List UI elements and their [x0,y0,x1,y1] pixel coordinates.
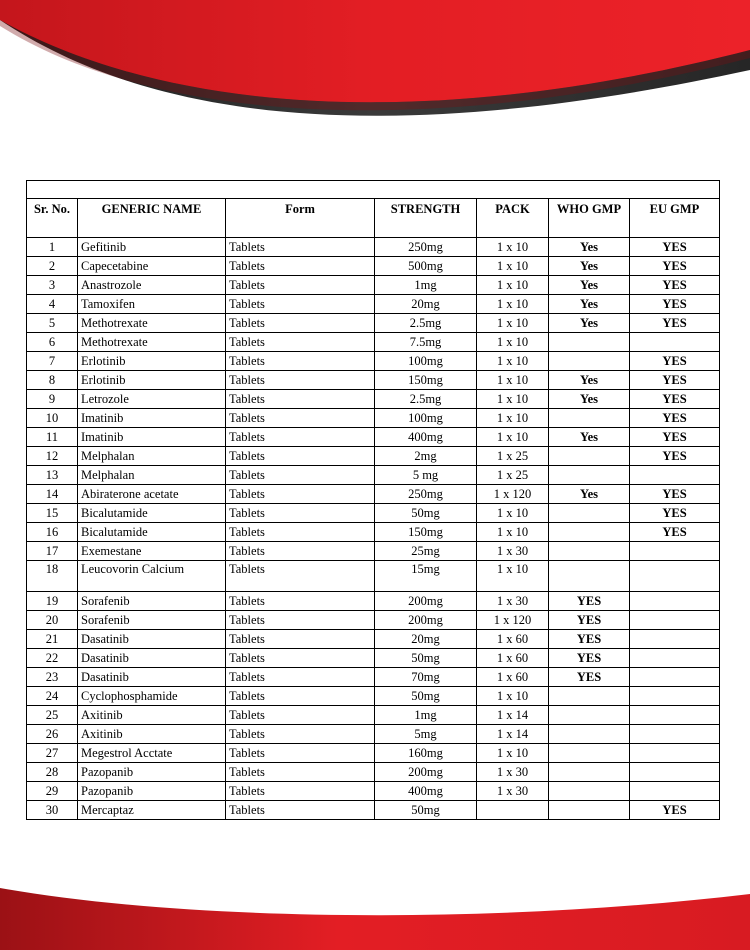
cell-strength: 50mg [375,801,477,820]
cell-sr-no: 23 [27,668,78,687]
cell-strength: 200mg [375,611,477,630]
cell-who-gmp [549,523,630,542]
cell-eu-gmp [630,630,720,649]
cell-strength: 2.5mg [375,314,477,333]
cell-sr-no: 6 [27,333,78,352]
cell-eu-gmp: YES [630,238,720,257]
cell-form: Tablets [226,352,375,371]
cell-eu-gmp [630,668,720,687]
cell-eu-gmp: YES [630,801,720,820]
cell-pack: 1 x 10 [477,504,549,523]
table-row [27,504,720,523]
cell-strength: 500mg [375,257,477,276]
product-table [26,180,720,820]
cell-generic-name: Leucovorin Calcium [78,561,226,592]
cell-sr-no: 14 [27,485,78,504]
cell-pack: 1 x 10 [477,409,549,428]
cell-form: Tablets [226,466,375,485]
cell-pack: 1 x 30 [477,592,549,611]
cell-who-gmp [549,352,630,371]
table-row [27,428,720,447]
cell-who-gmp [549,504,630,523]
cell-form: Tablets [226,314,375,333]
cell-pack: 1 x 10 [477,744,549,763]
cell-who-gmp [549,447,630,466]
cell-eu-gmp [630,706,720,725]
cell-generic-name: Letrozole [78,390,226,409]
cell-pack: 1 x 10 [477,561,549,592]
table-row [27,352,720,371]
cell-strength: 50mg [375,504,477,523]
cell-form: Tablets [226,485,375,504]
cell-generic-name: Pazopanib [78,782,226,801]
cell-pack: 1 x 10 [477,687,549,706]
cell-who-gmp [549,333,630,352]
cell-eu-gmp: YES [630,371,720,390]
cell-sr-no: 26 [27,725,78,744]
cell-who-gmp: Yes [549,428,630,447]
table-header-row [27,199,720,238]
cell-generic-name: Erlotinib [78,371,226,390]
cell-form: Tablets [226,542,375,561]
table-row [27,485,720,504]
cell-generic-name: Mercaptaz [78,801,226,820]
cell-pack: 1 x 14 [477,725,549,744]
cell-who-gmp [549,763,630,782]
cell-sr-no: 1 [27,238,78,257]
cell-sr-no: 7 [27,352,78,371]
cell-eu-gmp: YES [630,409,720,428]
cell-strength: 1mg [375,706,477,725]
table-row [27,295,720,314]
cell-form: Tablets [226,371,375,390]
cell-eu-gmp [630,687,720,706]
cell-who-gmp: YES [549,630,630,649]
cell-generic-name: Axitinib [78,706,226,725]
header-strength: STRENGTH [375,199,477,238]
cell-generic-name: Dasatinib [78,649,226,668]
cell-strength: 7.5mg [375,333,477,352]
table-row [27,447,720,466]
table-row [27,333,720,352]
table-row [27,801,720,820]
cell-generic-name: Methotrexate [78,333,226,352]
cell-who-gmp [549,542,630,561]
header-sr-no: Sr. No. [27,199,78,238]
cell-form: Tablets [226,725,375,744]
cell-generic-name: Capecetabine [78,257,226,276]
cell-pack: 1 x 10 [477,295,549,314]
cell-pack: 1 x 10 [477,371,549,390]
table-row [27,257,720,276]
cell-strength: 150mg [375,523,477,542]
cell-sr-no: 3 [27,276,78,295]
table-row [27,314,720,333]
cell-sr-no: 16 [27,523,78,542]
table-row [27,725,720,744]
cell-eu-gmp [630,333,720,352]
header-who-gmp: WHO GMP [549,199,630,238]
cell-eu-gmp [630,763,720,782]
cell-generic-name: Anastrozole [78,276,226,295]
cell-strength: 2mg [375,447,477,466]
cell-eu-gmp [630,466,720,485]
cell-pack: 1 x 10 [477,523,549,542]
cell-eu-gmp: YES [630,390,720,409]
cell-sr-no: 18 [27,561,78,592]
cell-pack: 1 x 30 [477,542,549,561]
cell-generic-name: Dasatinib [78,668,226,687]
table-blank-row [27,181,720,199]
cell-sr-no: 15 [27,504,78,523]
cell-generic-name: Sorafenib [78,592,226,611]
cell-who-gmp: Yes [549,371,630,390]
cell-generic-name: Exemestane [78,542,226,561]
cell-strength: 50mg [375,687,477,706]
cell-strength: 200mg [375,763,477,782]
cell-sr-no: 8 [27,371,78,390]
cell-form: Tablets [226,238,375,257]
cell-sr-no: 28 [27,763,78,782]
table-row [27,782,720,801]
cell-who-gmp [549,466,630,485]
cell-generic-name: Bicalutamide [78,504,226,523]
cell-sr-no: 22 [27,649,78,668]
cell-form: Tablets [226,390,375,409]
cell-form: Tablets [226,649,375,668]
cell-sr-no: 20 [27,611,78,630]
cell-strength: 400mg [375,428,477,447]
cell-generic-name: Megestrol Acctate [78,744,226,763]
table-row [27,592,720,611]
header-eu-gmp: EU GMP [630,199,720,238]
cell-strength: 250mg [375,485,477,504]
cell-sr-no: 10 [27,409,78,428]
cell-generic-name: Cyclophosphamide [78,687,226,706]
cell-eu-gmp: YES [630,314,720,333]
header-wave-graphic [0,0,750,150]
cell-strength: 1mg [375,276,477,295]
cell-pack: 1 x 25 [477,466,549,485]
cell-pack: 1 x 10 [477,428,549,447]
cell-pack: 1 x 60 [477,630,549,649]
cell-strength: 5 mg [375,466,477,485]
cell-sr-no: 24 [27,687,78,706]
cell-pack: 1 x 10 [477,333,549,352]
cell-pack: 1 x 120 [477,611,549,630]
table-row [27,523,720,542]
cell-form: Tablets [226,687,375,706]
table-row [27,371,720,390]
cell-strength: 160mg [375,744,477,763]
cell-generic-name: Bicalutamide [78,523,226,542]
cell-who-gmp: Yes [549,257,630,276]
cell-sr-no: 27 [27,744,78,763]
cell-strength: 150mg [375,371,477,390]
cell-pack: 1 x 30 [477,782,549,801]
cell-form: Tablets [226,333,375,352]
cell-pack: 1 x 10 [477,314,549,333]
cell-strength: 400mg [375,782,477,801]
cell-eu-gmp [630,744,720,763]
cell-eu-gmp: YES [630,504,720,523]
cell-pack: 1 x 120 [477,485,549,504]
cell-sr-no: 19 [27,592,78,611]
cell-form: Tablets [226,630,375,649]
cell-who-gmp [549,782,630,801]
cell-eu-gmp: YES [630,257,720,276]
cell-who-gmp: Yes [549,238,630,257]
cell-pack: 1 x 10 [477,238,549,257]
table-row [27,706,720,725]
cell-eu-gmp [630,592,720,611]
cell-pack: 1 x 10 [477,390,549,409]
cell-sr-no: 21 [27,630,78,649]
cell-form: Tablets [226,782,375,801]
cell-form: Tablets [226,409,375,428]
cell-generic-name: Melphalan [78,447,226,466]
cell-sr-no: 30 [27,801,78,820]
cell-form: Tablets [226,763,375,782]
cell-generic-name: Melphalan [78,466,226,485]
table-row [27,238,720,257]
cell-who-gmp: YES [549,592,630,611]
cell-pack: 1 x 25 [477,447,549,466]
cell-strength: 20mg [375,295,477,314]
cell-who-gmp: Yes [549,390,630,409]
cell-form: Tablets [226,428,375,447]
cell-generic-name: Sorafenib [78,611,226,630]
table-row [27,687,720,706]
cell-strength: 25mg [375,542,477,561]
cell-pack: 1 x 60 [477,668,549,687]
cell-generic-name: Erlotinib [78,352,226,371]
cell-strength: 200mg [375,592,477,611]
cell-eu-gmp: YES [630,295,720,314]
table-row [27,409,720,428]
cell-eu-gmp [630,611,720,630]
cell-pack: 1 x 10 [477,257,549,276]
cell-eu-gmp: YES [630,352,720,371]
cell-form: Tablets [226,504,375,523]
cell-strength: 100mg [375,409,477,428]
table-row [27,561,720,592]
footer-wave-graphic [0,880,750,950]
cell-pack [477,801,549,820]
cell-who-gmp: Yes [549,276,630,295]
cell-generic-name: Dasatinib [78,630,226,649]
cell-pack: 1 x 60 [477,649,549,668]
cell-form: Tablets [226,592,375,611]
cell-sr-no: 9 [27,390,78,409]
table-row [27,649,720,668]
table-row [27,542,720,561]
cell-form: Tablets [226,257,375,276]
cell-strength: 5mg [375,725,477,744]
cell-sr-no: 12 [27,447,78,466]
cell-who-gmp [549,687,630,706]
cell-generic-name: Imatinib [78,409,226,428]
header-pack: PACK [477,199,549,238]
table-row [27,276,720,295]
cell-who-gmp: Yes [549,485,630,504]
cell-who-gmp [549,744,630,763]
cell-eu-gmp [630,649,720,668]
cell-form: Tablets [226,295,375,314]
table-row [27,611,720,630]
cell-pack: 1 x 14 [477,706,549,725]
table-row [27,390,720,409]
table-row [27,744,720,763]
cell-strength: 50mg [375,649,477,668]
cell-eu-gmp [630,542,720,561]
cell-form: Tablets [226,447,375,466]
cell-sr-no: 11 [27,428,78,447]
cell-who-gmp [549,801,630,820]
cell-sr-no: 17 [27,542,78,561]
cell-eu-gmp [630,561,720,592]
cell-generic-name: Imatinib [78,428,226,447]
cell-eu-gmp: YES [630,276,720,295]
cell-sr-no: 2 [27,257,78,276]
cell-strength: 250mg [375,238,477,257]
cell-pack: 1 x 30 [477,763,549,782]
table-row [27,763,720,782]
cell-eu-gmp: YES [630,523,720,542]
cell-form: Tablets [226,561,375,592]
cell-eu-gmp: YES [630,485,720,504]
cell-eu-gmp: YES [630,447,720,466]
cell-who-gmp: YES [549,611,630,630]
cell-form: Tablets [226,611,375,630]
table-row [27,668,720,687]
cell-sr-no: 4 [27,295,78,314]
cell-strength: 70mg [375,668,477,687]
cell-who-gmp: YES [549,668,630,687]
cell-generic-name: Abiraterone acetate [78,485,226,504]
cell-sr-no: 13 [27,466,78,485]
cell-who-gmp [549,706,630,725]
cell-strength: 15mg [375,561,477,592]
table-row [27,630,720,649]
cell-who-gmp [549,725,630,744]
cell-sr-no: 29 [27,782,78,801]
cell-who-gmp: Yes [549,314,630,333]
cell-who-gmp: Yes [549,295,630,314]
cell-sr-no: 5 [27,314,78,333]
cell-pack: 1 x 10 [477,352,549,371]
cell-form: Tablets [226,744,375,763]
cell-form: Tablets [226,706,375,725]
cell-strength: 20mg [375,630,477,649]
cell-generic-name: Pazopanib [78,763,226,782]
cell-generic-name: Axitinib [78,725,226,744]
header-generic-name: GENERIC NAME [78,199,226,238]
cell-form: Tablets [226,276,375,295]
cell-generic-name: Tamoxifen [78,295,226,314]
cell-who-gmp [549,561,630,592]
cell-generic-name: Methotrexate [78,314,226,333]
cell-strength: 100mg [375,352,477,371]
cell-sr-no: 25 [27,706,78,725]
cell-strength: 2.5mg [375,390,477,409]
cell-generic-name: Gefitinib [78,238,226,257]
cell-eu-gmp [630,725,720,744]
cell-eu-gmp [630,782,720,801]
cell-who-gmp [549,409,630,428]
cell-form: Tablets [226,801,375,820]
table-row [27,466,720,485]
cell-form: Tablets [226,668,375,687]
header-form: Form [226,199,375,238]
cell-form: Tablets [226,523,375,542]
table-body [27,238,720,820]
cell-who-gmp: YES [549,649,630,668]
cell-pack: 1 x 10 [477,276,549,295]
cell-eu-gmp: YES [630,428,720,447]
